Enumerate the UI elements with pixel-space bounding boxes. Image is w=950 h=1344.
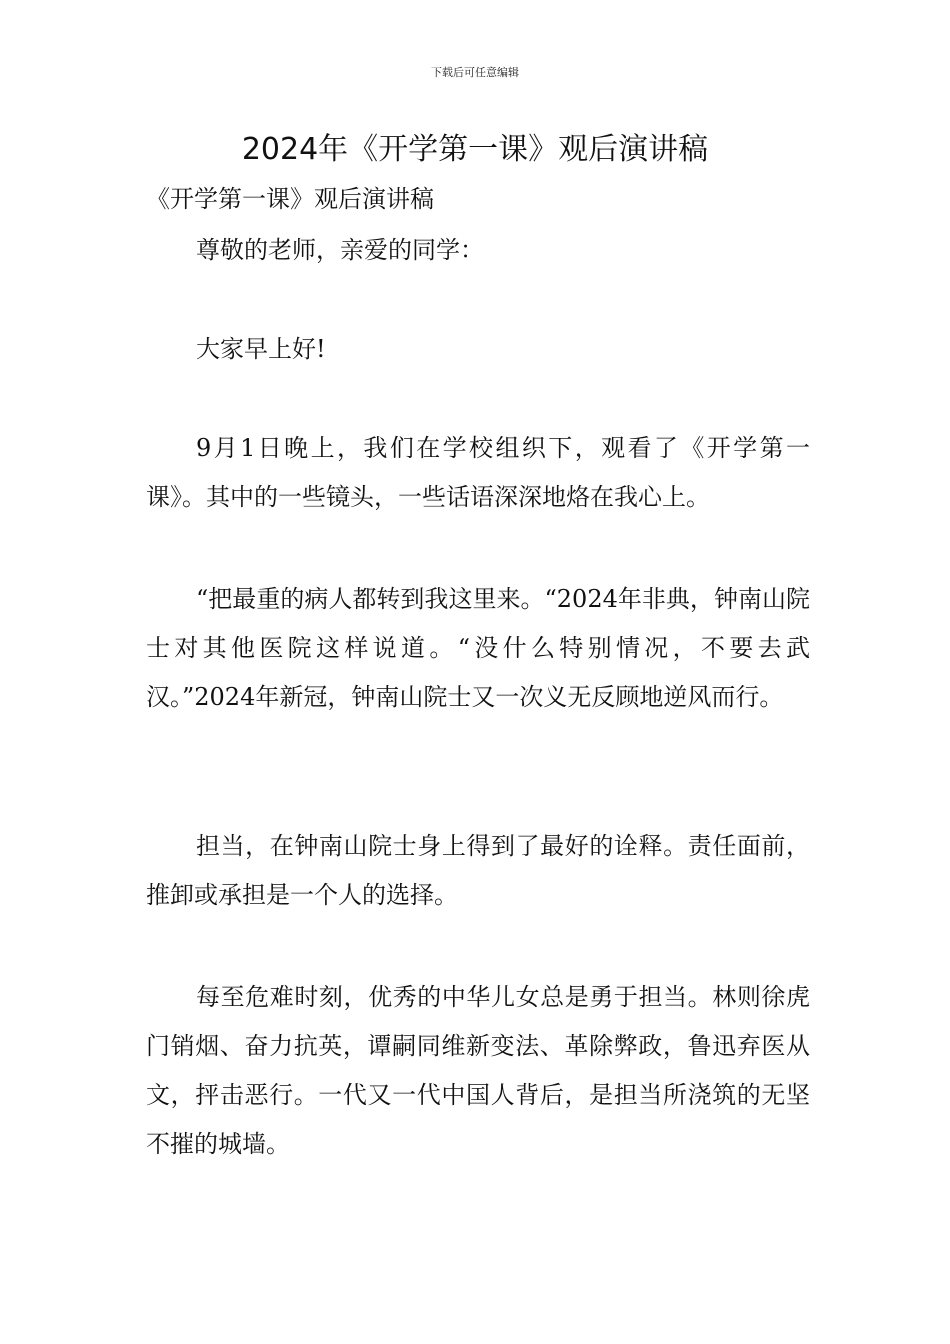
page-header-note: 下载后可任意编辑 <box>431 66 519 79</box>
body-paragraph: 每至危难时刻，优秀的中华儿女总是勇于担当。林则徐虎门销烟、奋力抗英，谭嗣同维新变法、革除弊政，鲁迅弃医从文，抨击恶行。一代又一代中国人背后，是担当所浇筑的无坚不摧的城墙。 <box>146 983 810 1158</box>
body-paragraph: 9月1日晚上，我们在学校组织下，观看了《开学第一课》。其中的一些镜头，一些话语深深地烙在我心上。 <box>146 434 810 511</box>
body-paragraph: “把最重的病人都转到我这里来。“2024年非典，钟南山院士对其他医院这样说道。“没什么特别情况，不要去武汉。”2024年新冠，钟南山院士又一次义无反顾地逆风而行。 <box>146 585 810 711</box>
document-subtitle: 《开学第一课》观后演讲稿 <box>146 185 434 213</box>
body-paragraph: 担当，在钟南山院士身上得到了最好的诠释。责任面前，推卸或承担是一个人的选择。 <box>146 832 810 909</box>
greeting-line: 尊敬的老师，亲爱的同学： <box>196 236 484 264</box>
morning-line: 大家早上好! <box>196 335 326 363</box>
document-title: 2024年《开学第一课》观后演讲稿 <box>241 132 709 167</box>
